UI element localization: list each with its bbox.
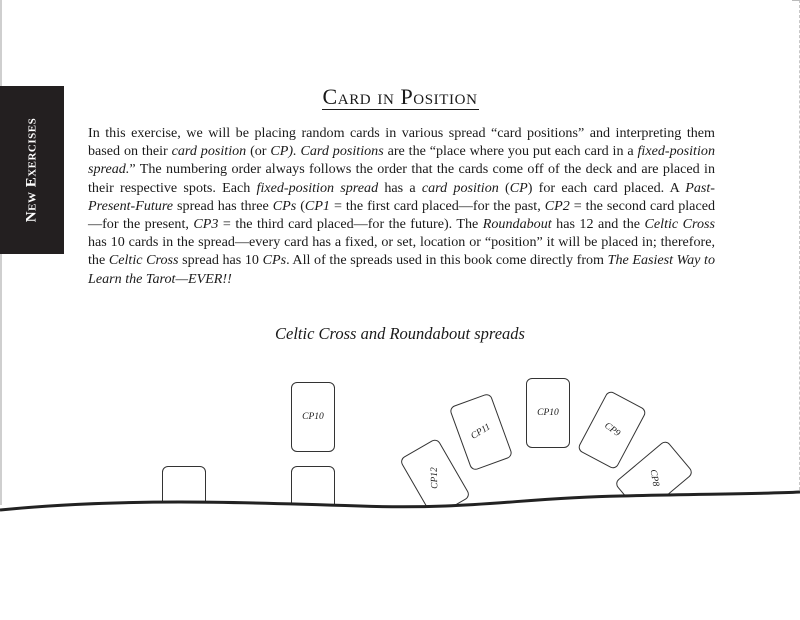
body-italic-run: Card positions	[300, 143, 384, 160]
body-text-run: has 10 cards in the spread—every card has a fixed, or set, location or “position” it will be placed in; therefore, the	[88, 234, 715, 269]
body-italic-run: The Easiest Way to Learn the Tarot—EVER!!	[88, 252, 716, 287]
page-title-text: Card in Position	[322, 84, 478, 109]
body-italic-run: CP	[509, 179, 528, 196]
body-italic-run: fixed-position spread	[256, 179, 379, 196]
body-italic-run: fixed-position spread.	[88, 143, 715, 178]
card-label: CP10	[302, 412, 324, 422]
section-tab	[0, 86, 64, 254]
body-italic-run: CPs	[272, 197, 297, 214]
body-text-run: = the first card placed—for the past,	[329, 197, 545, 214]
body-italic-run: CP).	[270, 143, 297, 160]
card-label: CP10	[537, 408, 559, 418]
body-text-run: (	[296, 197, 305, 214]
figure-caption: Celtic Cross and Roundabout spreads	[275, 324, 525, 343]
body-italic-run: card position	[171, 143, 247, 160]
body-text-run: . All of the spreads used in this book come directly from	[286, 252, 608, 269]
body-italic-run: card position	[421, 179, 499, 196]
body-text-run: has a	[378, 179, 422, 196]
body-text-run: = the second card placed—for the present,	[88, 197, 715, 233]
body-italic-run: Celtic Cross	[644, 216, 716, 233]
card-label: CP11	[469, 422, 493, 442]
page-wave-divider	[0, 480, 800, 620]
card-celtic-cp10	[291, 382, 335, 452]
section-tab-label: New Exercises	[23, 117, 40, 223]
page-title	[0, 84, 800, 110]
card-label: CP12	[429, 467, 441, 489]
body-italic-run: CP2	[544, 197, 570, 214]
spread-illustration	[0, 360, 800, 615]
card-roundabout-cp11	[449, 393, 514, 472]
body-text-run: has 12 and the	[551, 216, 645, 233]
body-italic-run: CPs	[262, 252, 287, 269]
body-paragraph	[88, 124, 715, 288]
body-text-run: ) for each card placed. A	[527, 179, 686, 196]
body-text-run: ” The numbering order always follows the order that the cards come off of the deck and are placed in their respective spots. Each	[88, 161, 715, 196]
body-italic-run: Past-Present-Future	[88, 179, 715, 214]
card-label: CP9	[602, 420, 622, 440]
card-roundabout-cp9	[577, 390, 648, 471]
page-corner-mark	[792, 0, 800, 1]
body-text-run: spread has 10	[178, 252, 263, 269]
body-italic-run: CP1	[304, 197, 330, 214]
body-text-run: (	[498, 179, 510, 196]
card-roundabout-cp10	[526, 378, 570, 448]
card-label: CP8	[647, 468, 661, 488]
body-text-run: spread has three	[173, 197, 273, 214]
body-italic-run: Roundabout	[482, 216, 552, 233]
body-italic-run: CP3	[193, 216, 219, 233]
body-italic-run: Celtic Cross	[108, 252, 179, 269]
body-text-run: (or	[246, 143, 271, 160]
body-text-run: = the third card placed—for the future). The	[218, 216, 483, 233]
body-text-run: are the “place where you put each card in a	[383, 143, 638, 160]
body-text-run: In this exercise, we will be placing random cards in various spread “card positions” and interpreting them based on their	[88, 125, 715, 160]
